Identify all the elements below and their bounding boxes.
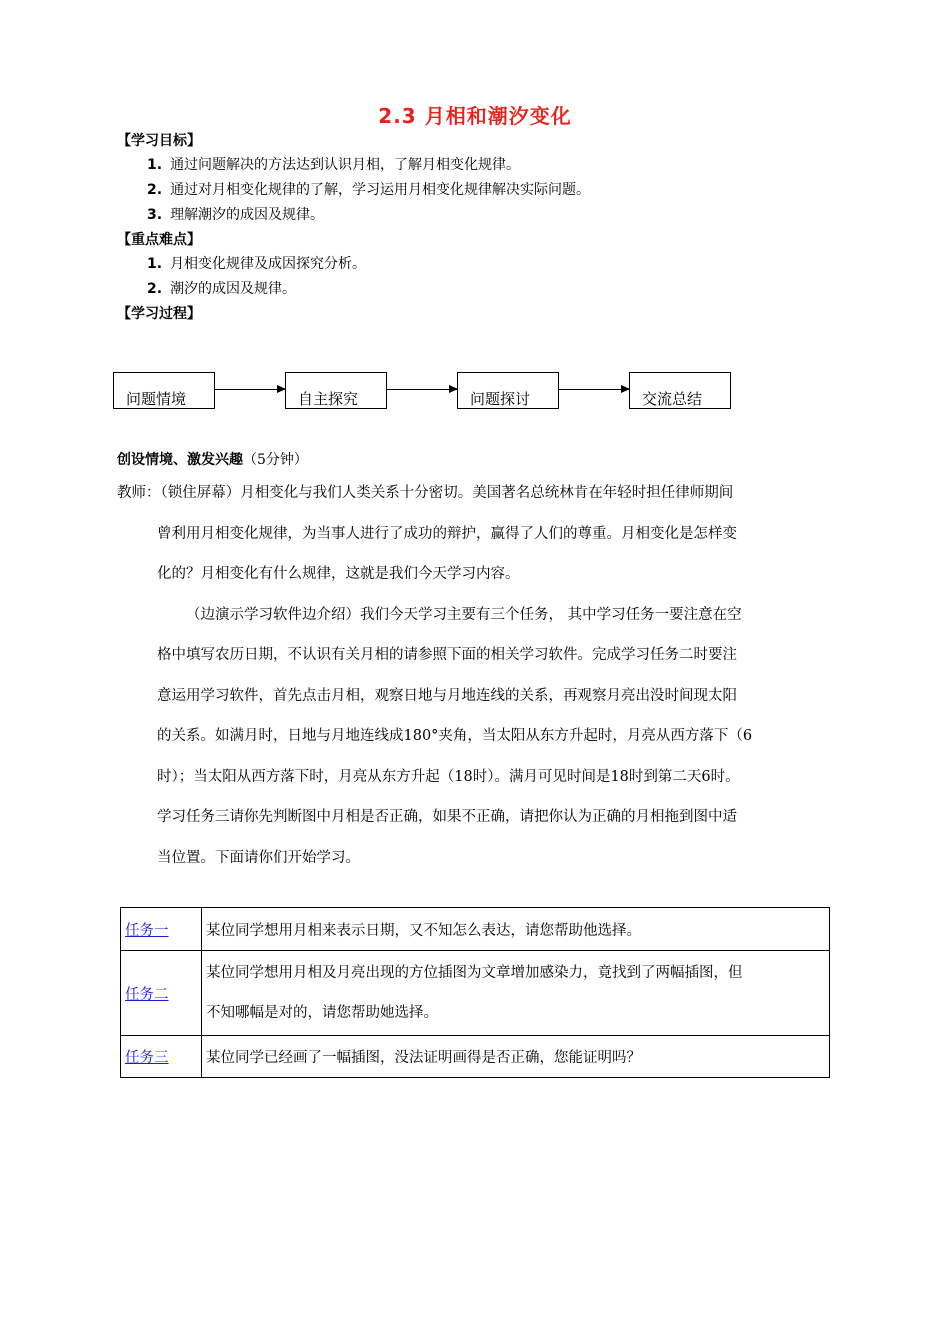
task-description <box>202 1036 830 1078</box>
flow-step-label: 自主探究 <box>298 390 359 408</box>
teacher-line: 学习任务三请你先判断图中月相是否正确，如果不正确，请把你认为正确的月相拖到图中适 <box>157 809 737 825</box>
key-point-text: 潮汐的成因及规律。 <box>170 281 297 297</box>
task-line: 某位同学想用月相及月亮出现的方位插图为文章增加感染力，竟找到了两幅插图，但 <box>206 965 743 981</box>
task-link[interactable]: 任务三 <box>125 1050 169 1066</box>
page-title: 2.3 月相和潮汐变化 <box>378 104 572 128</box>
flow-step-2 <box>285 372 387 409</box>
task-line: 某位同学已经画了一幅插图，没法证明画得是否正确，您能证明吗？ <box>206 1050 641 1066</box>
flow-step-label: 问题探讨 <box>470 390 531 408</box>
goal-number: 1. <box>147 157 163 173</box>
task-line: 某位同学想用月相来表示日期，又不知怎么表达，请您帮助他选择。 <box>206 922 641 939</box>
intro-duration: （5分钟） <box>243 452 308 468</box>
key-point-text: 月相变化规律及成因探究分析。 <box>170 256 367 272</box>
teacher-line: 的关系。如满月时，日地与月地连线成180°夹角，当太阳从东方升起时，月亮从西方落下（6 <box>157 728 753 744</box>
table-row <box>121 1036 830 1078</box>
goal-text: 通过对月相变化规律的了解，学习运用月相变化规律解决实际问题。 <box>170 182 591 198</box>
flow-step-4 <box>629 372 731 409</box>
process-heading: 【学习过程】 <box>117 306 201 322</box>
task-link[interactable]: 任务二 <box>125 986 169 1003</box>
flow-step-label: 问题情境 <box>126 390 187 408</box>
teacher-line: （边演示学习软件边介绍）我们今天学习主要有三个任务， 其中学习任务一要注意在空 <box>186 607 742 623</box>
task-link-cell <box>121 1036 202 1078</box>
goal-item <box>147 179 590 199</box>
key-point-number: 1. <box>147 256 163 272</box>
task-link[interactable]: 任务一 <box>125 922 169 939</box>
task-table <box>120 907 830 1078</box>
teacher-line: 化的？月相变化有什么规律，这就是我们今天学习内容。 <box>157 566 520 582</box>
teacher-line: 曾利用月相变化规律，为当事人进行了成功的辩护，赢得了人们的尊重。月相变化是怎样变 <box>157 526 737 542</box>
goal-number: 2. <box>147 182 163 198</box>
intro-heading: 创设情境、激发兴趣 <box>117 452 243 468</box>
goal-item <box>147 204 324 224</box>
flow-arrow-icon <box>559 389 629 390</box>
teacher-line: 格中填写农历日期，不认识有关月相的请参照下面的相关学习软件。完成学习任务二时要注 <box>157 647 737 663</box>
task-link-cell <box>121 951 202 1036</box>
goals-heading: 【学习目标】 <box>117 133 201 149</box>
intro-heading-line <box>117 449 308 469</box>
goal-item <box>147 154 520 174</box>
goal-text: 通过问题解决的方法达到认识月相，了解月相变化规律。 <box>170 157 521 173</box>
task-link-cell <box>121 908 202 951</box>
table-row <box>121 908 830 951</box>
task-description <box>202 951 830 1036</box>
flow-step-3 <box>457 372 559 409</box>
task-description <box>202 908 830 951</box>
table-row <box>121 951 830 1036</box>
key-point-item <box>147 278 296 298</box>
key-point-number: 2. <box>147 281 163 297</box>
flow-arrow-icon <box>215 389 285 390</box>
teacher-line: 时）；当太阳从西方落下时，月亮从东方升起（18时）。满月可见时间是18时到第二天6时。 <box>157 769 740 785</box>
flow-step-1 <box>113 372 215 409</box>
key-point-item <box>147 253 366 273</box>
goal-number: 3. <box>147 207 163 223</box>
flow-step-label: 交流总结 <box>642 390 703 408</box>
teacher-line: 意运用学习软件，首先点击月相，观察日地与月地连线的关系，再观察月亮出没时间现太阳 <box>157 688 737 704</box>
teacher-line: 当位置。下面请你们开始学习。 <box>157 850 360 866</box>
goal-text: 理解潮汐的成因及规律。 <box>170 207 325 223</box>
teacher-line: 教师：（锁住屏幕）月相变化与我们人类关系十分密切。美国著名总统林肯在年轻时担任律师期间 <box>117 485 734 501</box>
key-points-heading: 【重点难点】 <box>117 232 201 248</box>
flow-arrow-icon <box>387 389 457 390</box>
task-line: 不知哪幅是对的，请您帮助她选择。 <box>206 1005 438 1021</box>
